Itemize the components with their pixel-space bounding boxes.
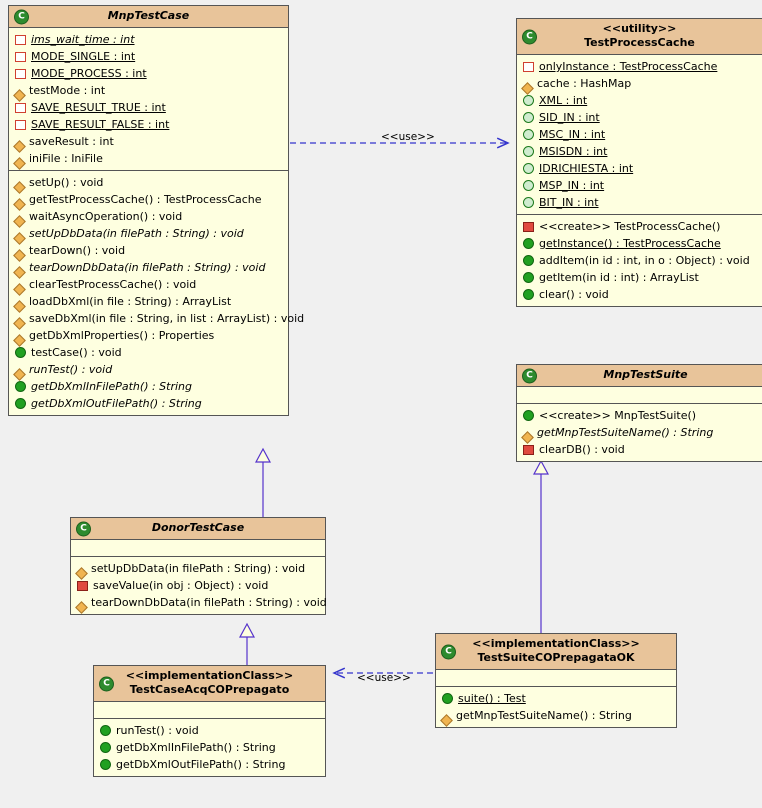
- operation-row: [96, 739, 323, 756]
- attribute-row: [519, 109, 760, 126]
- attribute-label: testMode : int: [29, 84, 106, 97]
- class-mnptestcase[interactable]: [8, 5, 305, 416]
- operation-row: [11, 174, 286, 191]
- class-header: [9, 6, 288, 28]
- attributes-compartment: [517, 55, 762, 214]
- operation-row: [11, 242, 286, 259]
- dependency-label-use-1: <<use>>: [381, 131, 435, 143]
- class-mnptestsuite[interactable]: [516, 364, 762, 462]
- attribute-label: MODE_PROCESS : int: [31, 67, 147, 80]
- attribute-label: IDRICHIESTA : int: [539, 162, 634, 175]
- class-header: [436, 634, 676, 670]
- class-stereotype: <<implementationClass>>: [472, 637, 640, 650]
- operation-row: [11, 361, 286, 378]
- attribute-label: SAVE_RESULT_FALSE : int: [31, 118, 170, 131]
- attributes-compartment: [517, 387, 762, 403]
- operation-row: [519, 286, 760, 303]
- visibility-public-icon: [442, 693, 453, 704]
- class-donortestcase[interactable]: [70, 517, 326, 615]
- class-name: MnpTestCase: [107, 9, 190, 22]
- visibility-package-icon: [15, 35, 26, 45]
- visibility-public-icon: [15, 381, 26, 392]
- class-header: [94, 666, 325, 702]
- operation-row: [11, 310, 305, 327]
- attribute-label: SID_IN : int: [539, 111, 600, 124]
- operation-label: getMnpTestSuiteName() : String: [456, 709, 632, 722]
- attribute-row: [11, 65, 286, 82]
- operation-row: [73, 577, 323, 594]
- operation-label: loadDbXml(in file : String) : ArrayList: [29, 295, 232, 308]
- operation-label: getDbXmlInFilePath() : String: [116, 741, 276, 754]
- dependency-label-use-2: <<use>>: [357, 672, 411, 684]
- operation-row: [519, 441, 762, 458]
- operation-label: tearDownDbData(in filePath : String) : void: [29, 261, 266, 274]
- operation-row: [519, 218, 760, 235]
- attribute-row: [11, 31, 286, 48]
- class-header: [517, 365, 762, 387]
- operation-label: getDbXmlInFilePath() : String: [31, 380, 193, 393]
- operation-label: waitAsyncOperation() : void: [29, 210, 183, 223]
- operation-row: [73, 594, 327, 611]
- class-icon: [99, 676, 114, 691]
- class-name: DonorTestCase: [151, 521, 245, 534]
- operation-row: [438, 690, 674, 707]
- attributes-compartment: [71, 540, 325, 556]
- operation-row: [73, 560, 323, 577]
- class-header: [71, 518, 325, 540]
- generalization-testcase-donortestcase: [240, 624, 254, 665]
- visibility-private-icon: [77, 581, 88, 591]
- visibility-public-icon: [523, 238, 534, 249]
- visibility-package-icon: [15, 52, 26, 62]
- attribute-label: BIT_IN : int: [539, 196, 599, 209]
- operation-label: clear() : void: [539, 288, 609, 301]
- visibility-public-icon: [100, 742, 111, 753]
- operation-row: [96, 756, 323, 773]
- operation-label: setUpDbData(in filePath : String) : void: [29, 227, 244, 240]
- attribute-row: [519, 143, 760, 160]
- operation-row: [11, 276, 286, 293]
- class-name: TestCaseAcqCOPrepagato: [129, 683, 290, 696]
- operation-label: setUpDbData(in filePath : String) : void: [91, 562, 306, 575]
- visibility-package-icon: [15, 103, 26, 113]
- class-name: TestProcessCache: [584, 36, 695, 49]
- visibility-public-icon: [523, 289, 534, 300]
- operation-row: [11, 378, 286, 395]
- visibility-public-icon: [100, 759, 111, 770]
- operation-row: [519, 252, 760, 269]
- class-icon: [522, 368, 537, 383]
- class-icon: [14, 9, 29, 24]
- attribute-label: iniFile : IniFile: [29, 152, 103, 165]
- attribute-label: cache : HashMap: [537, 77, 632, 90]
- operation-label: <<create>> TestProcessCache(): [539, 220, 721, 233]
- visibility-public-icon: [523, 272, 534, 283]
- attribute-label: SAVE_RESULT_TRUE : int: [31, 101, 166, 114]
- visibility-public-icon: [523, 95, 534, 106]
- operations-compartment: [436, 686, 676, 727]
- attributes-compartment: [9, 28, 288, 170]
- class-icon: [441, 644, 456, 659]
- operation-row: [11, 191, 286, 208]
- operation-row: [11, 225, 286, 242]
- operation-row: [519, 424, 762, 441]
- operation-label: runTest() : void: [116, 724, 199, 737]
- attribute-label: MSC_IN : int: [539, 128, 606, 141]
- visibility-private-icon: [523, 222, 534, 232]
- operation-label: getItem(in id : int) : ArrayList: [539, 271, 699, 284]
- operation-label: runTest() : void: [29, 363, 113, 376]
- attribute-label: MSISDN : int: [539, 145, 608, 158]
- attribute-row: [519, 177, 760, 194]
- attribute-row: [519, 194, 760, 211]
- class-testcaseacqcoprepagato[interactable]: [93, 665, 326, 777]
- operation-label: saveValue(in obj : Object) : void: [93, 579, 269, 592]
- visibility-package-icon: [15, 69, 26, 79]
- attribute-row: [519, 126, 760, 143]
- operations-compartment: [517, 403, 762, 461]
- operation-label: testCase() : void: [31, 346, 122, 359]
- class-stereotype: <<implementationClass>>: [125, 669, 294, 682]
- operations-compartment: [71, 556, 325, 614]
- operation-label: suite() : Test: [458, 692, 526, 705]
- class-icon: [522, 29, 537, 44]
- operation-label: getInstance() : TestProcessCache: [539, 237, 721, 250]
- generalization-testsuite-mnptestsuite: [534, 461, 548, 633]
- class-testsuitecoprepagataok[interactable]: [435, 633, 677, 728]
- visibility-public-icon: [523, 163, 534, 174]
- operation-label: getDbXmlProperties() : Properties: [29, 329, 215, 342]
- attributes-compartment: [436, 670, 676, 686]
- operation-label: tearDownDbData(in filePath : String) : void: [91, 596, 327, 609]
- operation-label: saveDbXml(in file : String, in list : ArrayList) : void: [29, 312, 305, 325]
- attributes-compartment: [94, 702, 325, 718]
- class-header: [517, 19, 762, 55]
- operation-label: <<create>> MnpTestSuite(): [539, 409, 697, 422]
- operation-row: [11, 395, 286, 412]
- visibility-public-icon: [523, 410, 534, 421]
- visibility-private-icon: [523, 445, 534, 455]
- attribute-row: [11, 133, 286, 150]
- attribute-label: ims_wait_time : int: [31, 33, 135, 46]
- operation-row: [11, 344, 286, 361]
- attribute-label: MODE_SINGLE : int: [31, 50, 136, 63]
- operation-label: getDbXmlOutFilePath() : String: [31, 397, 202, 410]
- operation-label: getMnpTestSuiteName() : String: [537, 426, 714, 439]
- operations-compartment: [517, 214, 762, 306]
- attribute-label: onlyInstance : TestProcessCache: [539, 60, 718, 73]
- operation-label: tearDown() : void: [29, 244, 126, 257]
- visibility-public-icon: [523, 180, 534, 191]
- attribute-row: [11, 82, 286, 99]
- class-stereotype: <<utility>>: [602, 22, 677, 35]
- class-icon: [76, 521, 91, 536]
- attribute-label: MSP_IN : int: [539, 179, 605, 192]
- operations-compartment: [9, 170, 305, 415]
- operation-row: [519, 235, 760, 252]
- visibility-package-icon: [523, 62, 534, 72]
- operation-row: [519, 407, 762, 424]
- attribute-row: [11, 48, 286, 65]
- operation-row: [11, 293, 286, 310]
- visibility-package-icon: [15, 120, 26, 130]
- visibility-public-icon: [523, 146, 534, 157]
- operations-compartment: [94, 718, 325, 776]
- visibility-public-icon: [15, 347, 26, 358]
- visibility-public-icon: [100, 725, 111, 736]
- operation-row: [519, 269, 760, 286]
- visibility-public-icon: [523, 112, 534, 123]
- operation-label: getDbXmlOutFilePath() : String: [116, 758, 286, 771]
- operation-row: [11, 327, 286, 344]
- operation-label: getTestProcessCache() : TestProcessCache: [29, 193, 262, 206]
- attribute-row: [519, 160, 760, 177]
- operation-label: clearDB() : void: [539, 443, 625, 456]
- operation-label: addItem(in id : int, in o : Object) : void: [539, 254, 750, 267]
- generalization-donortestcase-mnptestcase: [256, 449, 270, 517]
- operation-row: [96, 722, 323, 739]
- class-testprocesscache[interactable]: [516, 18, 762, 307]
- attribute-row: [519, 92, 760, 109]
- visibility-public-icon: [523, 197, 534, 208]
- visibility-public-icon: [523, 129, 534, 140]
- visibility-public-icon: [523, 255, 534, 266]
- visibility-public-icon: [15, 398, 26, 409]
- attribute-row: [11, 116, 286, 133]
- attribute-row: [519, 75, 760, 92]
- attribute-label: saveResult : int: [29, 135, 114, 148]
- attribute-row: [519, 58, 760, 75]
- class-name: TestSuiteCOPrepagataOK: [477, 651, 635, 664]
- attribute-label: XML : int: [539, 94, 588, 107]
- operation-label: clearTestProcessCache() : void: [29, 278, 197, 291]
- operation-row: [11, 208, 286, 225]
- attribute-row: [11, 150, 286, 167]
- class-name: MnpTestSuite: [603, 368, 688, 381]
- operation-label: setUp() : void: [29, 176, 104, 189]
- operation-row: [438, 707, 674, 724]
- attribute-row: [11, 99, 286, 116]
- operation-row: [11, 259, 286, 276]
